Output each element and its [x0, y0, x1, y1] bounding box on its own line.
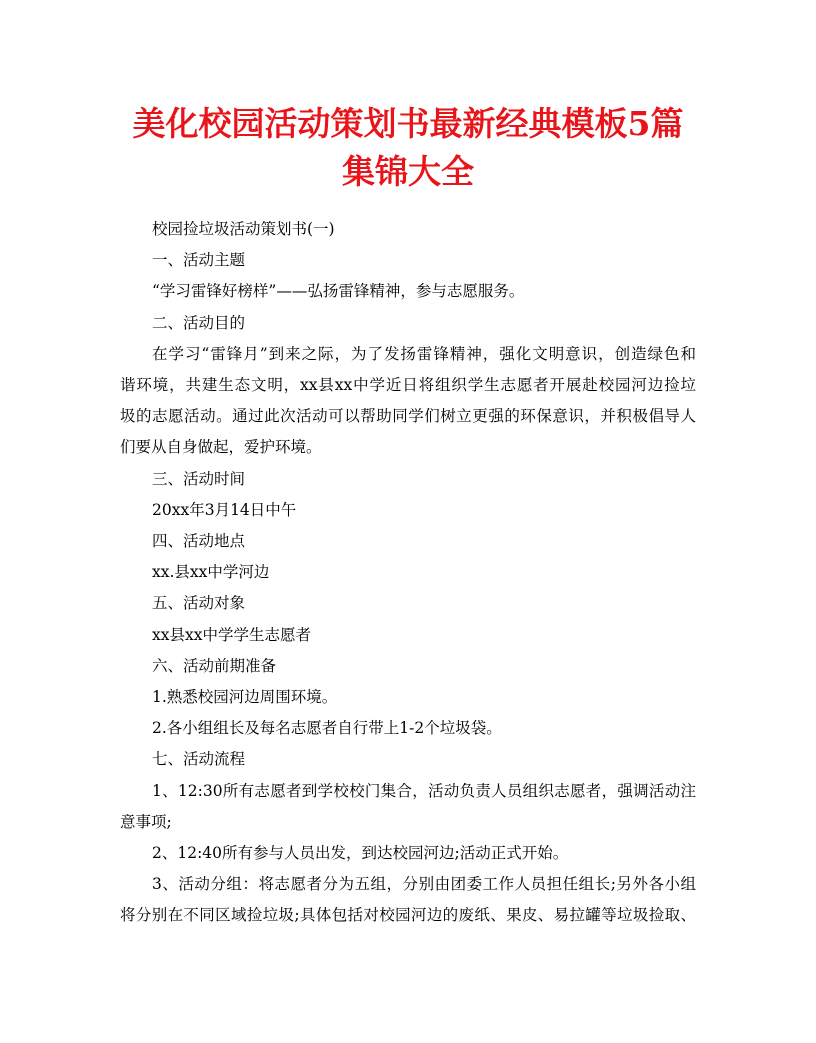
document-title [100, 100, 716, 196]
text-line: 2、12:40所有参与人员出发，到达校园河边;活动正式开始。 [152, 844, 569, 863]
text-line: 1.熟悉校园河边周围环境。 [152, 688, 338, 707]
text-line: 二、活动目的 [152, 313, 246, 332]
text-line: 谐环境，共建生态文明，xx县xx中学近日将组织学生志愿者开展赴校园河边捡垃 [120, 376, 696, 395]
text-line: 六、活动前期准备 [152, 656, 277, 675]
text-line: 四、活动地点 [152, 532, 246, 551]
text-line: 2.各小组组长及每名志愿者自行带上1-2个垃圾袋。 [152, 719, 502, 738]
text-line: “学习雷锋好榜样”——弘扬雷锋精神，参与志愿服务。 [152, 282, 525, 301]
document-body [120, 214, 696, 932]
text-line: 1、12:30所有志愿者到学校校门集合，活动负责人员组织志愿者，强调活动注 [152, 781, 696, 800]
title-line-2: 集锦大全 [342, 152, 474, 191]
text-line: xx.县xx中学河边 [152, 563, 270, 582]
text-line: 三、活动时间 [152, 469, 246, 488]
text-line: 圾的志愿活动。通过此次活动可以帮助同学们树立更强的环保意识，并积极倡导人 [120, 407, 696, 426]
text-line: xx县xx中学学生志愿者 [152, 625, 311, 644]
text-line: 七、活动流程 [152, 750, 246, 769]
text-line: 们要从自身做起，爱护环境。 [120, 438, 322, 457]
text-line: 3、活动分组：将志愿者分为五组，分别由团委工作人员担任组长;另外各小组 [152, 875, 696, 894]
text-line: 一、活动主题 [152, 251, 246, 270]
title-line-1: 美化校园活动策划书最新经典模板5篇 [132, 104, 684, 143]
text-line: 将分别在不同区域捡垃圾;具体包括对校园河边的废纸、果皮、易拉罐等垃圾捡取、 [120, 906, 696, 925]
text-line: 在学习“雷锋月”到来之际，为了发扬雷锋精神，强化文明意识，创造绿色和 [152, 344, 696, 363]
text-line: 意事项; [120, 812, 172, 831]
text-line: 校园捡垃圾活动策划书(一) [152, 220, 335, 238]
text-line: 20xx年3月14日中午 [152, 500, 297, 519]
text-line: 五、活动对象 [152, 594, 246, 613]
